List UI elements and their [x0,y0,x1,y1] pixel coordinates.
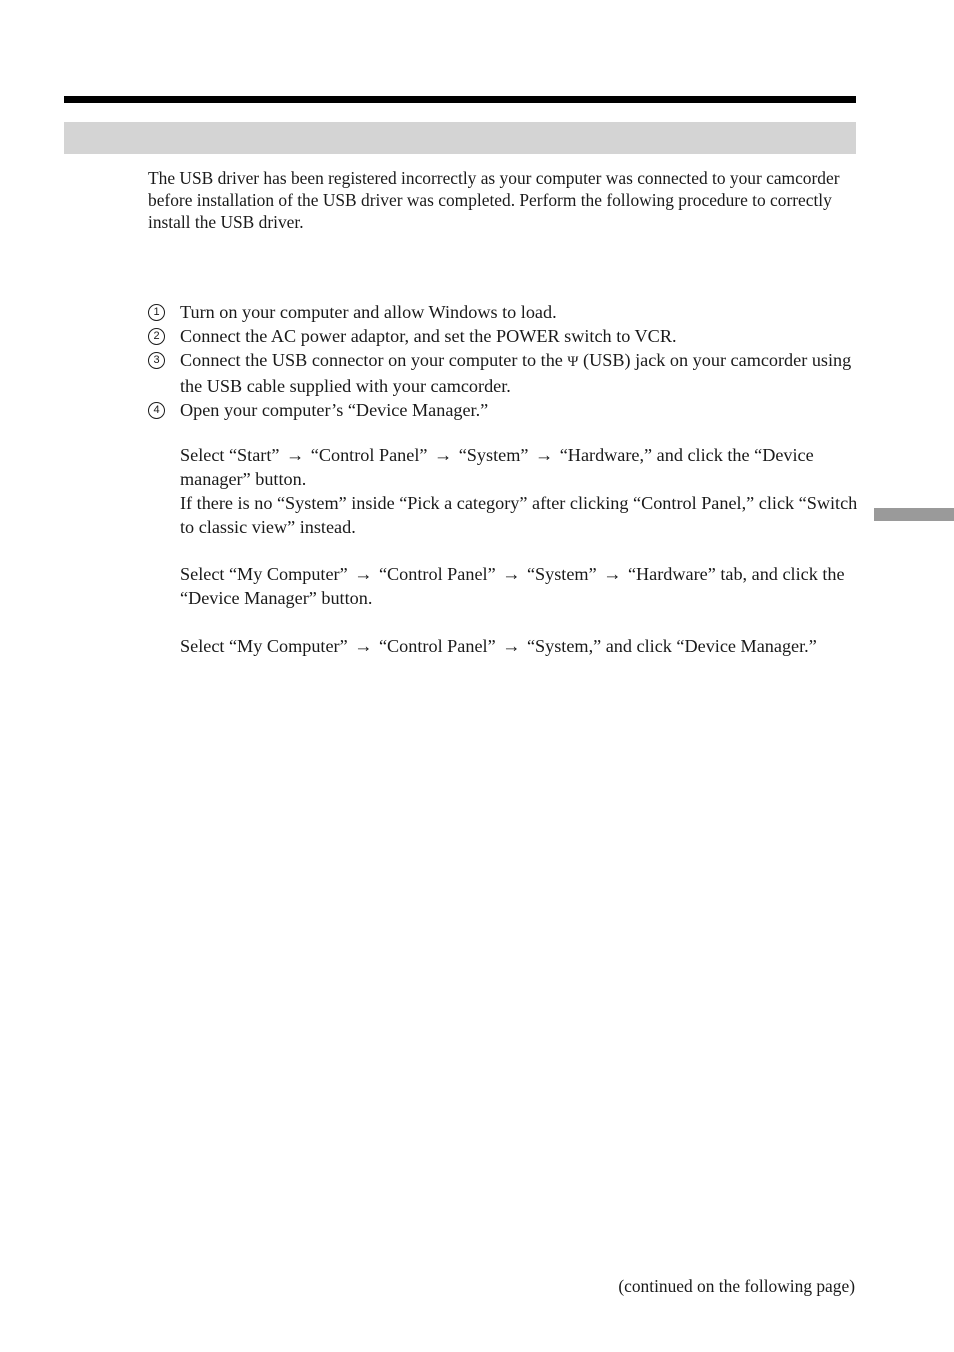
instruction-text: “Control Panel” [378,636,496,656]
step-number: 4 [148,402,165,419]
step-text: Connect the AC power adaptor, and set the POWER switch to VCR. [180,326,677,346]
arrow-right-icon: → [502,636,521,656]
side-index-tab [874,508,954,521]
instruction-text: “Control Panel” [378,564,496,584]
instructions-block-1 [180,443,860,539]
arrow-right-icon: → [535,445,554,465]
instruction-text: “System” [526,564,597,584]
step-3 [148,348,860,398]
instruction-text: Select “My Computer” [180,564,348,584]
arrow-right-icon: → [603,564,622,584]
step-number: 3 [148,352,165,369]
step-text: Open your computer’s “Device Manager.” [180,400,489,420]
instruction-text: “System” [458,445,529,465]
arrow-right-icon: → [286,445,305,465]
instruction-text: “Hardware” tab, and click the “Device Manager” button. [180,564,845,608]
procedure-steps [148,300,860,422]
step-number: 1 [148,304,165,321]
instructions-block-3 [180,634,860,658]
arrow-right-icon: → [502,564,521,584]
step-text: (USB) jack on your camcorder using the USB cable supplied with your camcorder. [180,350,852,396]
instruction-text: “System,” and click “Device Manager.” [526,636,817,656]
step-text: Connect the USB connector on your computer to the [180,350,563,370]
arrow-right-icon: → [434,445,453,465]
instructions-block-2 [180,562,860,610]
continued-note: (continued on the following page) [618,1276,855,1296]
usb-icon: Ψ [567,354,579,370]
top-rule [64,96,856,103]
step-number: 2 [148,328,165,345]
instruction-text: Select “My Computer” [180,636,348,656]
instruction-text: Select “Start” [180,445,280,465]
step-text: Turn on your computer and allow Windows to load. [180,302,557,322]
step-1 [148,300,860,324]
instruction-note: If there is no “System” inside “Pick a category” after clicking “Control Panel,” click “Switch to classic view” instead. [180,493,858,537]
intro-paragraph: The USB driver has been registered incorrectly as your computer was connected to your camcorder before installation of the USB driver was completed. Perform the following procedure to correctly install the USB driver. [148,168,840,232]
instruction-text: “Control Panel” [310,445,428,465]
step-4 [148,398,860,422]
section-heading-band [64,122,856,154]
step-2 [148,324,860,348]
arrow-right-icon: → [354,636,373,656]
arrow-right-icon: → [354,564,373,584]
instruction-text: “Hardware,” and click the “Device manager” button. [180,445,814,489]
